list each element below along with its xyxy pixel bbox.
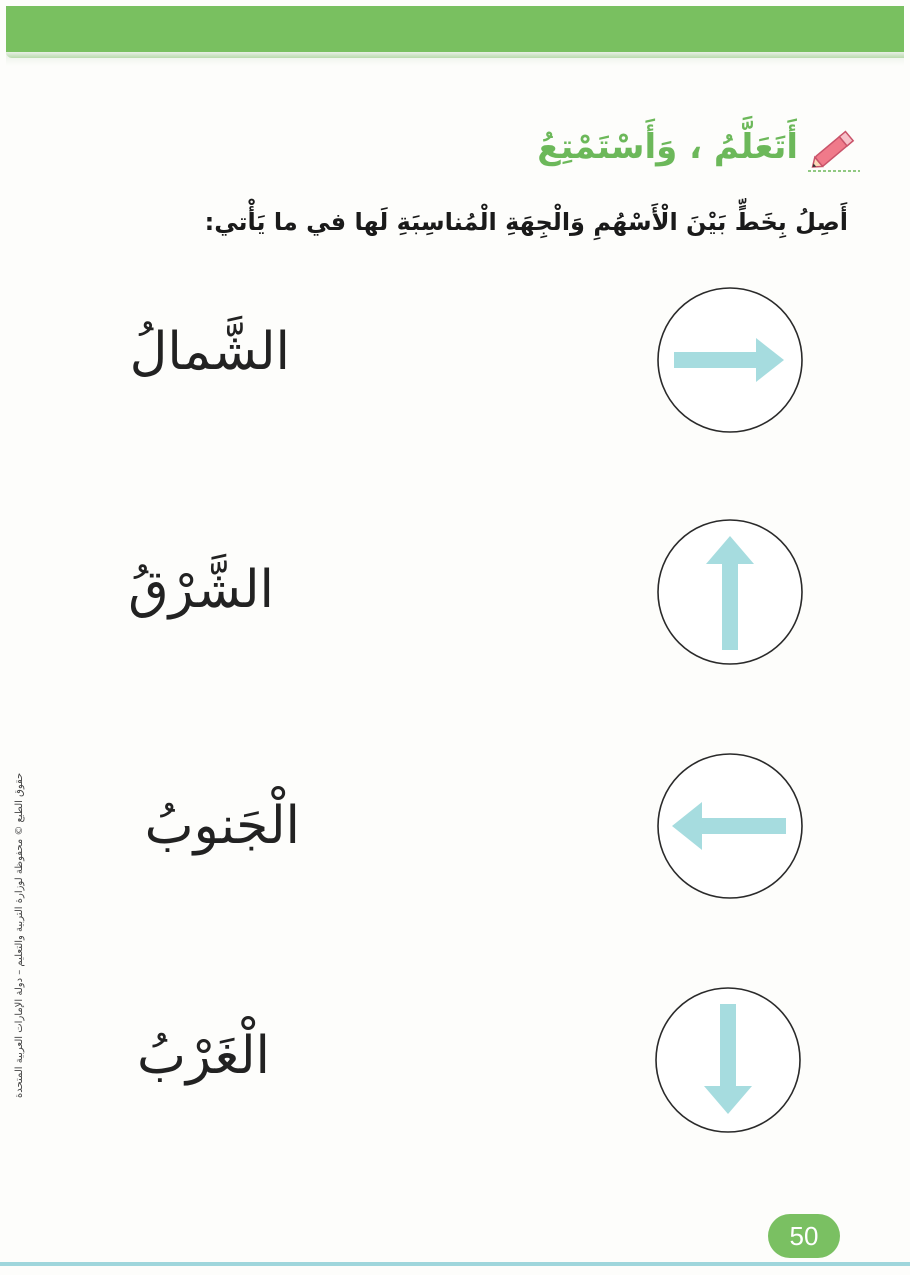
section-title: أَتَعَلَّمُ ، وَأَسْتَمْتِعُ <box>537 127 798 167</box>
section-header <box>537 112 862 182</box>
arrow-left-circle[interactable] <box>656 752 804 900</box>
direction-word-west: الْغَرْبُ <box>136 1026 270 1086</box>
top-band-shadow <box>6 52 904 66</box>
arrow-down-circle[interactable] <box>654 986 802 1134</box>
direction-word-south: الْجَنوبُ <box>144 796 300 856</box>
bottom-rule <box>0 1262 910 1266</box>
exercise-instruction: أَصِلُ بِخَطٍّ بَيْنَ الْأَسْهُمِ وَالْجِهَةِ الْمُناسِبَةِ لَها في ما يَأْتي: <box>204 208 848 236</box>
copyright-note: حقوق الطبع © محفوظة لوزارة التربية والتعليم – دولة الإمارات العربية المتحدة <box>14 772 25 1098</box>
direction-word-north: الشَّمالُ <box>129 322 290 382</box>
page-number: 50 <box>768 1214 840 1258</box>
arrow-down-icon <box>654 986 802 1134</box>
top-green-band <box>6 6 904 58</box>
arrow-right-circle[interactable] <box>656 286 804 434</box>
arrow-up-icon <box>656 518 804 666</box>
arrow-left-icon <box>656 752 804 900</box>
arrow-right-icon <box>656 286 804 434</box>
arrow-up-circle[interactable] <box>656 518 804 666</box>
pencil-icon <box>806 119 862 175</box>
direction-word-east: الشَّرْقُ <box>128 560 274 620</box>
